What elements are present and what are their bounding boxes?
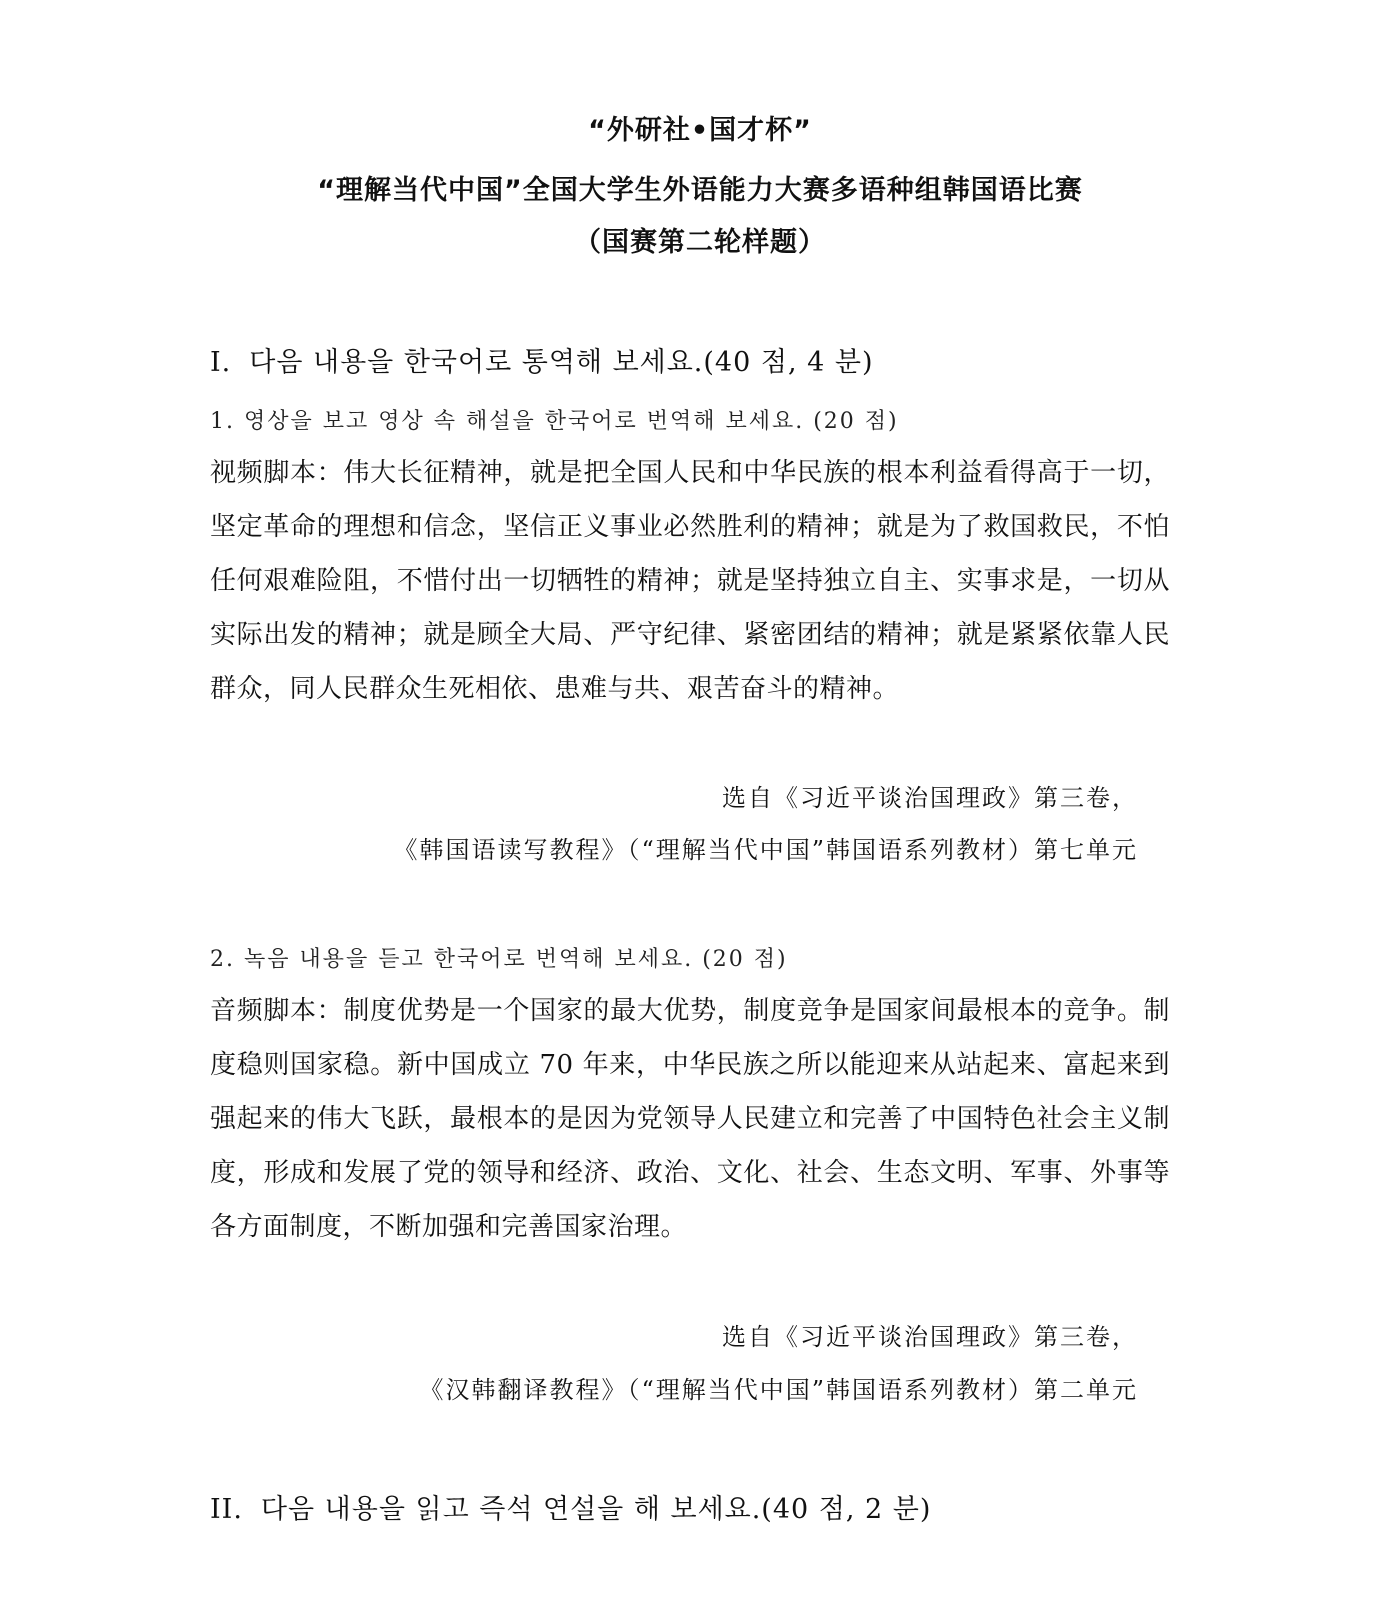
section-1-heading bbox=[210, 340, 874, 379]
question-1-prompt: 1. 영상을 보고 영상 속 해설을 한국어로 번역해 보세요. (20 점) bbox=[210, 409, 899, 434]
section-2-heading bbox=[210, 1487, 931, 1526]
title-line-3: （国赛第二轮样题） bbox=[574, 227, 826, 258]
question-2-source-line-2: 《汉韩翻译教程》（“理解当代中国”韩国语系列教材）第二单元 bbox=[419, 1376, 1138, 1404]
section-2-number: II. bbox=[210, 1494, 243, 1525]
question-2-source-line-1: 选自《习近平谈治国理政》第三卷， bbox=[722, 1323, 1138, 1351]
title-line-2: “理解当代中国”全国大学生外语能力大赛多语种组韩国语比赛 bbox=[317, 175, 1083, 206]
question-2-script: 音频脚本：制度优势是一个国家的最大优势，制度竞争是国家间最根本的竞争。制度稳则国家稳。新中国成立 70 年来，中华民族之所以能迎来从站起来、富起来到强起来的伟大飞跃，最根本的是因为党领导人民建立和完善了中国特色社会主义制度，形成和发展了党的领导和经济、政治、文化、社会、生态文明、军事、外事等各方面制度，不断加强和完善国家治理。 bbox=[210, 996, 1170, 1242]
question-1-source-line-1: 选自《习近平谈治国理政》第三卷， bbox=[722, 784, 1138, 812]
question-1-source-line-2: 《韩国语读写教程》（“理解当代中国”韩国语系列教材）第七单元 bbox=[393, 836, 1138, 864]
question-2-prompt: 2. 녹음 내용을 듣고 한국어로 번역해 보세요. (20 점) bbox=[210, 947, 788, 972]
section-2-text: 다음 내용을 읽고 즉석 연설을 해 보세요.(40 점, 2 분) bbox=[260, 1494, 932, 1525]
section-1-number: I. bbox=[210, 347, 232, 378]
section-1-text: 다음 내용을 한국어로 통역해 보세요.(40 점, 4 분) bbox=[249, 347, 874, 378]
title-line-1: “外研社•国才杯” bbox=[588, 115, 812, 146]
question-1-script: 视频脚本：伟大长征精神，就是把全国人民和中华民族的根本利益看得高于一切，坚定革命的理想和信念，坚信正义事业必然胜利的精神；就是为了救国救民，不怕任何艰难险阻，不惜付出一切牺牲的精神；就是坚持独立自主、实事求是，一切从实际出发的精神；就是顾全大局、严守纪律、紧密团结的精神；就是紧紧依靠人民群众，同人民群众生死相依、患难与共、艰苦奋斗的精神。 bbox=[210, 458, 1170, 704]
